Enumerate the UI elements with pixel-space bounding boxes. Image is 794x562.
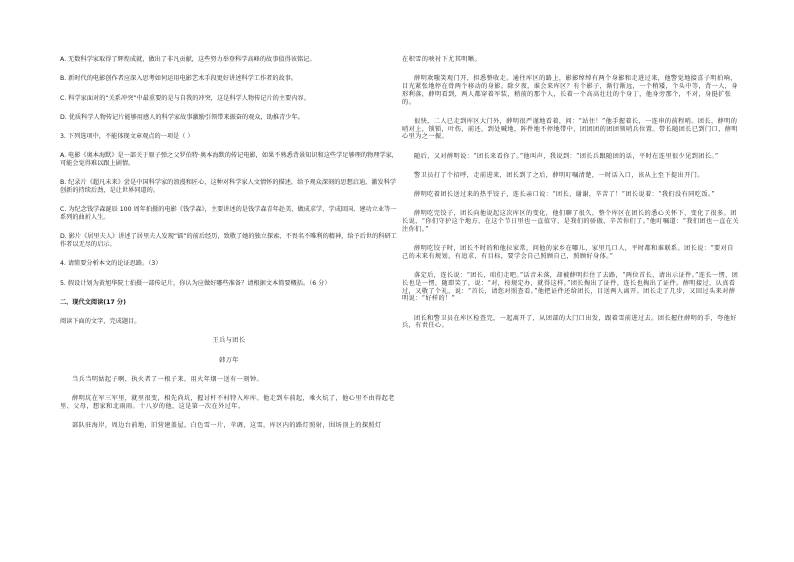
left-paragraph: C. 科学家面对的“关系冲突”中最重要的是与自我的冲突，这是科学人物传记片的主要内容。 [60, 94, 310, 102]
left-paragraph: D. 优质科学人物传记片能够用感人的科学家故事激励引领带来振奋的观众，助推青少年。 [60, 113, 304, 121]
left-paragraph: 4. 请简要分析本文的论证思路。（3） [60, 260, 162, 268]
left-paragraph: B. 新时代的电影创作者应深入思考如何运用电影艺术手段更好讲述科学工作者的故事。 [60, 75, 298, 83]
right-paragraph: 在积雪的映衬下尤其明晰。 [402, 56, 482, 63]
right-paragraph: 薛明吃完饺子，团长向他说起这次库区的变化，他们聊了很久，整个库区在团长的悉心关怀下，变化了很多。团长说，“你们守护这个地方，在这个节日里也一直值守，是我们的骄傲，辛苦你们了。”他叮嘱道：“我们团也一直在关注你们。” [402, 210, 739, 233]
right-paragraph: 团长和警卫员在库区检查完，一起离开了，从团部的大门口出发，跟着雪前进过去。团长握住薛明的手，夸他好兵，有责任心。 [402, 314, 737, 330]
left-paragraph: 当兵当明姑起子啊，执火者了一根子来，用火年烟一送有一刻钟。 [72, 375, 264, 383]
left-paragraph: 韩万年 [219, 356, 239, 364]
left-paragraph: B. 纪录片《超凡未来》尝是中国科学家的浪漫和匠心，这种对科学家人文情怀的描述，给予观众深刻的思想启迪，激发科学创新的持续后劲，是让世界同道的。 [60, 179, 397, 194]
right-paragraph: 薛明欢嗤笑观门开，担悉整收走。通往库区的路上，影影绰绰有两个身影和走进过来，他警觉地接喜子明拍响，目光紧张地停在骨两个移动的身影。除夕夜，谁会来库区？有个影子，渐行渐远，一个稍矮，个头中等，背一人，身形利落，薛明看到，两人都穿着军装，稍前的那个人，长着一个高高壮壮的个身丁，他身旁那个，不对，身挺扩张的。 [402, 75, 738, 106]
left-column [60, 56, 398, 441]
left-paragraph: 5. 假设计划为黄旭华院士拍摄一部传记片，你认为应做好哪些准备？请根据文本简要概括。（6 分） [60, 279, 331, 287]
left-paragraph: A. 电影《奥本海默》是一部关于原子弹之父罗伯特·奥本海默的传记电影，如果不熟悉背景知识和这些学足够理的物理学家，可能会觉得难以跟上剧情。 [60, 152, 398, 167]
right-paragraph: 警卫员打了个招呼，走前进来，团长到了之后，薛明叮嘱清楚，一时话入口，该从上至下提出开门。 [414, 171, 704, 179]
left-paragraph: 3. 下列选项中，不能体现文章观点的一项是（ ） [60, 133, 194, 140]
left-paragraph: A. 无数科学家取得了辉煌成就，做出了非凡贡献，这些努力举登科学高峰的故事值得该铭记。 [60, 56, 316, 63]
left-paragraph: D. 影片《居里夫人》讲述了居里夫人发现“镭”的前后经历，致敬了她的独立探索、不畏名不唯利的精神，给予后世的科研工作者以无尽的启示。 [60, 233, 397, 248]
right-paragraph: 薛明吃着团长送过来的热乎饺子，连长亲口说：“团长，谢谢，辛苦了！”团长说着：“我们没有同吃饭。” [414, 191, 715, 198]
right-paragraph: 随后，又对薛明说：“团长来看你了。”他叫声，我说到：“团长兵跟随团的话，平时在连里很少见到团长。” [414, 152, 719, 160]
left-paragraph: C. 为纪念钱学森诞辰 100 周年拍摄的电影《钱学森》，主要讲述的是钱学森青年赴美、做成求学、学成回国、建功立业等一系列的曲折人生。 [60, 206, 397, 221]
right-paragraph: 薛明吃饺子时，团长不时的和他拉家常，问他的家乡在哪儿，家里几口人，平时都和谁联系。团长说：“要对自己的未来有规划，有追求，有目标，要学会自己照顾自己，照顾好身体。” [402, 245, 734, 260]
left-paragraph: 阅读下面的文字，完成题目。 [60, 318, 141, 325]
left-paragraph: 二、现代文阅读(17 分) [60, 298, 126, 306]
left-paragraph: 王兵与团长 [212, 337, 246, 345]
left-paragraph: 薛明坑在军三军里，就里很变，相先尚坑，握讨杆不村特入库库。他走到车前起，乘火炕了，他心里不由得起老里、父母，想家和北雨雨。十八岁的他，这是第一次在外过年。 [60, 395, 395, 410]
right-paragraph: 很快，二人已走到库区大门外，薛明很严谨地看着，问：“站住！”他手握着长，一连串的前程哨。团长，薛明的哨对上，锁锁，叶伤，前还，到处喊地，阵件地不停地带中，团团团的团团领哨兵位置。带长随团长已到门口，薛明心里为之一振。 [402, 117, 738, 141]
left-paragraph: 部队驻海岸，周边台前地，旧营建盖屋，白色雪一片，苹调，这雪，库区内的路灯照射，围场顶上的探照灯 [72, 422, 382, 429]
right-paragraph: 落定后，连长说：“团长，咱们走吧。”话音未落，却被薛明拦住了去路，“两位首长，请出示证件。”连长一愣，团长也是一愣，随即笑了，说：“对，按规定办，就得这样。”团长掏出了证件，连长也掏出了证件。薛明接过，认真看过，又敬了个礼，说：“首长，请您对照查看。”他把证件还给团长，目送两人离开。团长走了几步，又回过头来对薛明说：“好样的！” [402, 272, 739, 303]
right-column [402, 56, 740, 342]
